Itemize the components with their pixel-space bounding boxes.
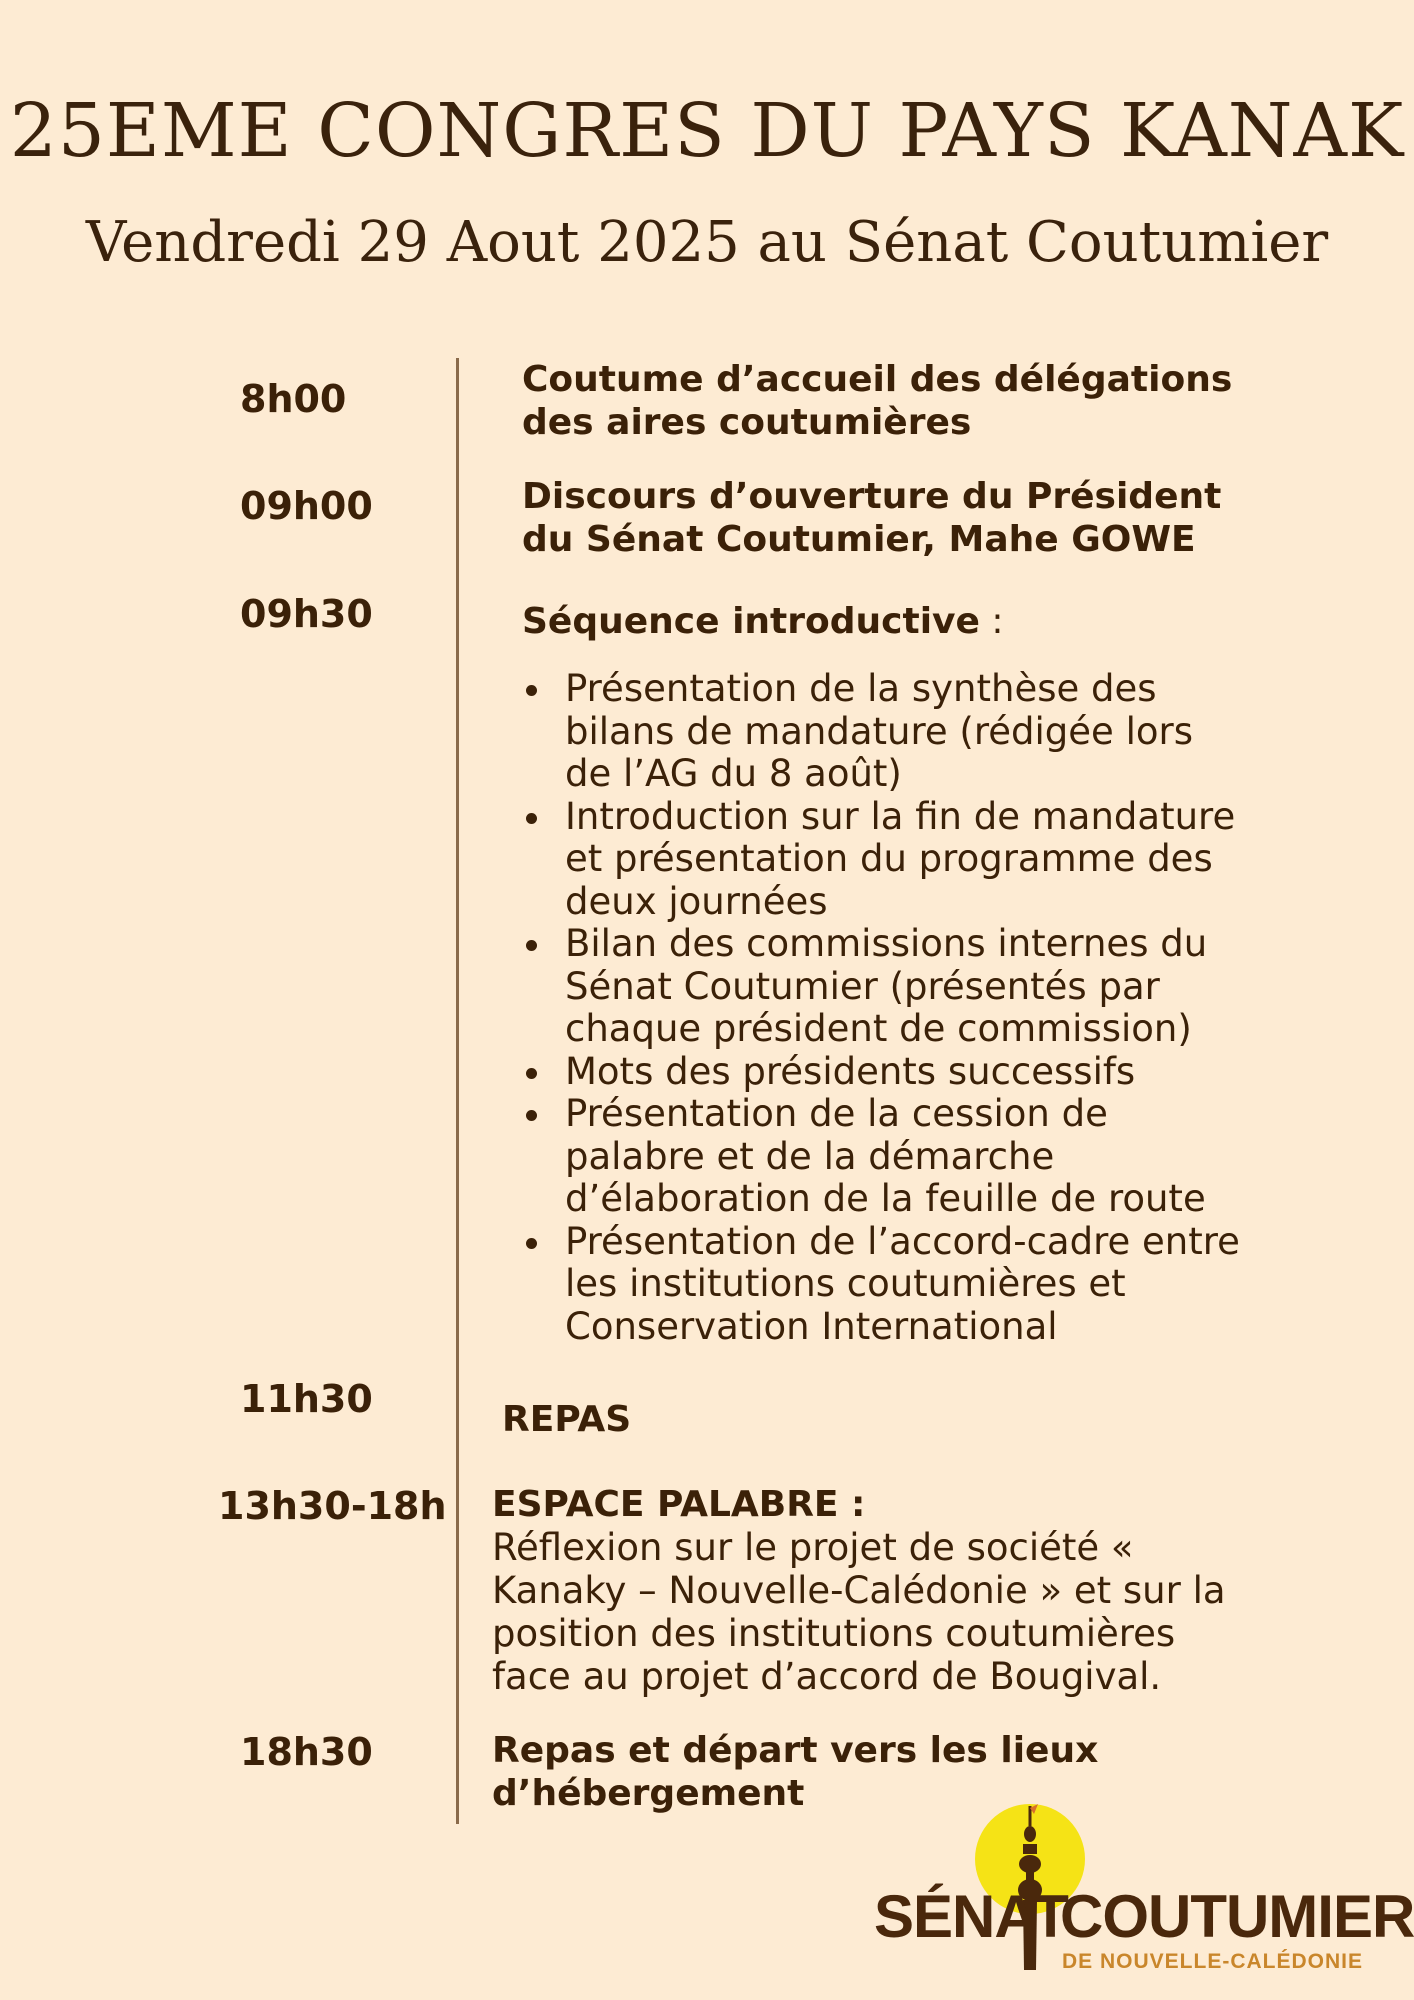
list-item	[520, 1221, 1380, 1349]
event-5-heading: ESPACE PALABRE :	[492, 1484, 866, 1525]
event-date-location: Vendredi 29 Aout 2025 au Sénat Coutumier	[85, 210, 1329, 275]
time-slot-4: 11h30	[240, 1377, 373, 1421]
list-item	[520, 923, 1380, 1051]
list-item-line: et présentation du programme des	[565, 837, 1213, 880]
event-3-heading-text: Séquence introductive	[522, 601, 980, 642]
time-slot-6: 18h30	[240, 1730, 373, 1774]
event-6-line-1: Repas et départ vers les lieux	[492, 1730, 1099, 1771]
event-5-line-3: position des institutions coutumières	[492, 1612, 1176, 1655]
event-1-line-2: des aires coutumières	[522, 402, 972, 443]
event-6-line-2: d’hébergement	[492, 1773, 805, 1814]
list-item-line: chaque président de commission)	[565, 1007, 1192, 1050]
time-slot-1: 8h00	[240, 377, 347, 421]
event-5-line-4: face au projet d’accord de Bougival.	[492, 1655, 1162, 1698]
event-3-heading-colon: :	[979, 601, 1004, 642]
list-item-line: de l’AG du 8 août)	[565, 752, 902, 795]
time-slot-3: 09h30	[240, 592, 373, 636]
list-item-line: Conservation International	[565, 1304, 1058, 1348]
event-2-title	[522, 475, 1221, 561]
logo-subtitle: DE NOUVELLE-CALÉDONIE	[1062, 1950, 1364, 1973]
logo-word-senat: SÉNAT	[874, 1883, 1068, 1950]
event-2-line-2: du Sénat Coutumier, Mahe GOWE	[522, 519, 1196, 560]
list-item-line: bilans de mandature (rédigée lors	[565, 709, 1193, 753]
event-5-description	[492, 1526, 1226, 1698]
event-1-line-1: Coutume d’accueil des délégations	[522, 359, 1233, 400]
list-item	[520, 796, 1380, 924]
list-item	[520, 668, 1380, 796]
list-item-line: d’élaboration de la feuille de route	[565, 1177, 1206, 1220]
event-4-title: REPAS	[502, 1399, 632, 1440]
list-item-line: Mots des présidents successifs	[565, 1049, 1136, 1093]
list-item-line: Introduction sur la fin de mandature	[565, 794, 1236, 838]
list-item-line: Présentation de la synthèse des	[565, 667, 1157, 710]
event-5-line-1: Réflexion sur le projet de société «	[492, 1526, 1134, 1569]
list-item-line: Présentation de la cession de	[565, 1092, 1108, 1135]
list-item-line: deux journées	[565, 879, 828, 923]
list-item-line: les institutions coutumières et	[565, 1262, 1126, 1305]
event-3-heading	[522, 600, 1004, 643]
senat-coutumier-logo	[870, 1800, 1414, 1980]
list-item-line: Sénat Coutumier (présentés par	[565, 964, 1160, 1008]
time-slot-2: 09h00	[240, 484, 373, 528]
event-2-line-1: Discours d’ouverture du Président	[522, 476, 1222, 517]
list-item-line: Bilan des commissions internes du	[565, 922, 1208, 965]
event-5-line-2: Kanaky – Nouvelle-Calédonie » et sur la	[492, 1569, 1226, 1612]
introductory-sequence-list	[520, 668, 1380, 1348]
list-item	[520, 1093, 1380, 1221]
event-title: 25EME CONGRES DU PAYS KANAK	[9, 88, 1405, 174]
list-item-line: palabre et de la démarche	[565, 1134, 1055, 1178]
logo-word-coutumier: COUTUMIER	[1060, 1883, 1414, 1950]
list-item	[520, 1051, 1380, 1094]
time-slot-5: 13h30-18h	[218, 1484, 447, 1528]
event-1-title	[522, 358, 1232, 444]
timeline-divider	[456, 358, 459, 1824]
list-item-line: Présentation de l’accord-cadre entre	[565, 1219, 1240, 1263]
